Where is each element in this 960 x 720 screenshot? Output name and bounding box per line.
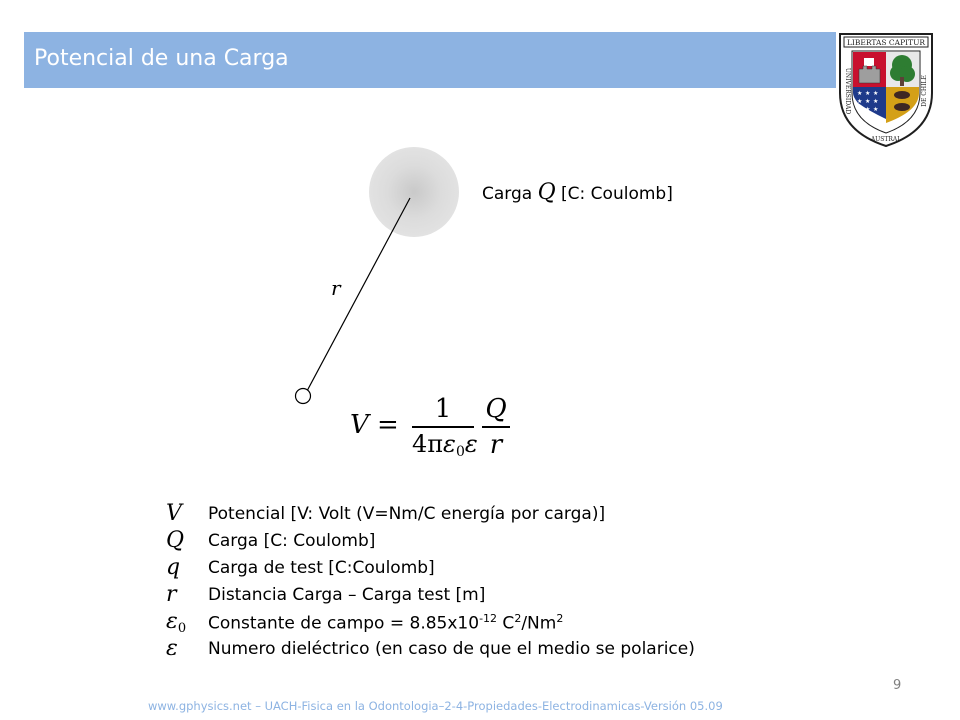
legend-symbol: r [166,582,177,607]
formula-q: Q [485,394,507,424]
crest-ring-bottom: AUSTRAL [870,136,902,143]
svg-text:★: ★ [873,106,879,113]
charge-sphere [369,147,459,237]
legend-text: Numero dieléctrico (en caso de que el medio se polarice) [208,639,695,659]
legend-text [208,612,563,634]
footer-text: www.gphysics.net – UACH-Fisica en la Odontologia–2-4-Propiedades-Electrodinamicas-Versión 05.09 [148,699,723,713]
charge-label-prefix: Carga [482,184,533,204]
legend-row-test-charge [166,557,806,584]
formula-fraction-charge [482,394,510,460]
legend-text-pre: Constante de campo = 8.85x10 [208,613,480,634]
formula-denominator-prefix: 4π [412,430,444,458]
formula-epsilon0-sub: 0 [455,444,465,460]
svg-text:★: ★ [873,90,879,97]
legend-symbol-epsilon: ε [166,609,178,634]
legend-exp-1: -12 [479,612,498,625]
legend-row-distance [166,584,806,611]
page-title: Potencial de una Carga [34,46,289,71]
test-charge-point [296,389,311,404]
legend-text: Distancia Carga – Carga test [m] [208,585,486,605]
crest-motto: LIBERTAS CAPITUR [846,38,926,47]
legend-text: Carga [C: Coulomb] [208,531,376,551]
legend-exp-2: 2 [514,612,522,625]
svg-text:★: ★ [857,90,863,97]
legend-symbol: q [166,555,181,580]
distance-line [307,198,410,391]
potential-formula [350,390,520,460]
crest-ring-left: UNIVERSIDAD [844,67,851,115]
formula-r: r [489,430,503,460]
legend-symbol: V [166,501,182,526]
legend-symbol: ε [166,636,178,661]
charge-symbol: Q [537,180,556,205]
legend-symbol-sub: 0 [177,621,187,636]
formula-numerator: 1 [434,394,452,424]
legend-row-potential [166,503,806,530]
svg-text:★: ★ [865,106,871,113]
svg-text:★: ★ [865,98,871,105]
legend-text-mid: C [497,613,515,634]
crest-ring-right: DE CHILE [921,75,928,107]
formula-epsilon: ε [464,430,478,458]
formula-bar-2 [482,426,510,428]
legend-text-mid2: /Nm [521,613,557,634]
charge-label-suffix: [C: Coulomb] [561,184,673,204]
legend-exp-3: 2 [556,612,564,625]
legend-text: Potencial [V: Volt (V=Nm/C energía por carga)] [208,504,606,524]
formula-fraction-constant [412,394,478,460]
legend-symbol: Q [166,528,185,553]
legend-row-charge [166,530,806,557]
symbol-legend [166,503,806,665]
legend-row-field-constant [166,611,806,638]
legend-row-dielectric [166,638,806,665]
formula-denominator [412,430,478,460]
svg-text:★: ★ [865,90,871,97]
svg-text:★: ★ [873,98,879,105]
formula-bar-1 [412,426,474,428]
distance-label: r [331,276,341,300]
page-number: 9 [893,678,902,693]
charge-label [482,180,673,205]
formula-lhs: V = [350,410,399,440]
formula-epsilon0: ε [443,430,456,458]
svg-text:★: ★ [857,98,863,105]
legend-text: Carga de test [C:Coulomb] [208,558,435,578]
legend-symbol [166,609,202,636]
